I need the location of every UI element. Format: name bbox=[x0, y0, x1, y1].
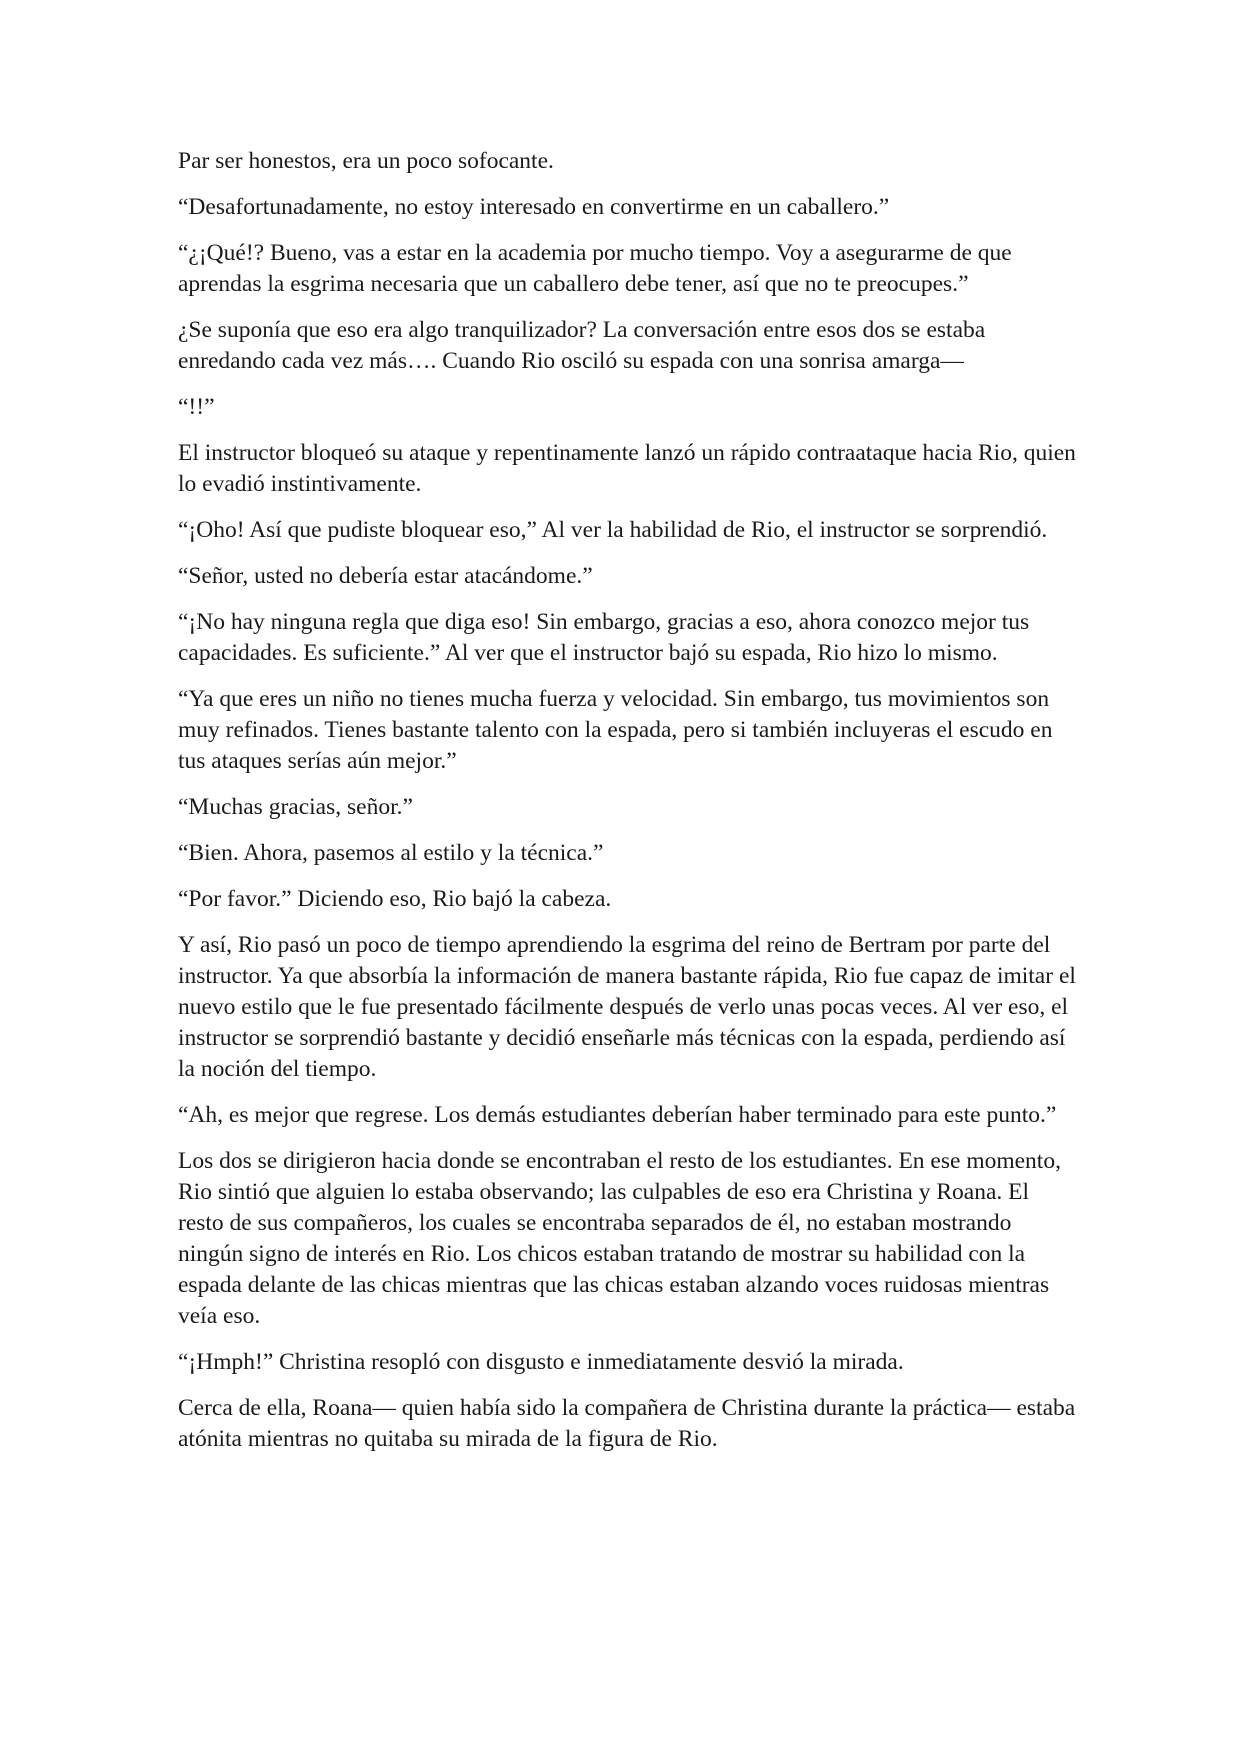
paragraph: Par ser honestos, era un poco sofocante. bbox=[178, 148, 554, 174]
paragraph: Y así, Rio pasó un poco de tiempo aprendiendo la esgrima del reino de Bertram por parte del instructor. Ya que absorbía la información de manera bastante rápida, Rio fue capaz de imitar el nuevo estilo que le fue presentado fácilmente después de verlo unas pocas veces. Al ver eso, el instructor se sorprendió bastante y decidió enseñarle más técnicas con la espada, perdiendo así la noción del tiempo. bbox=[178, 932, 1076, 1082]
paragraph: “Desafortunadamente, no estoy interesado en convertirme en un caballero.” bbox=[178, 194, 890, 220]
paragraph: El instructor bloqueó su ataque y repentinamente lanzó un rápido contraataque hacia Rio, quien lo evadió instintivamente. bbox=[178, 440, 1076, 497]
paragraph: “¡Oho! Así que pudiste bloquear eso,” Al ver la habilidad de Rio, el instructor se sorprendió. bbox=[178, 517, 1048, 543]
body-text bbox=[178, 146, 1076, 1470]
paragraph: “Señor, usted no debería estar atacándome.” bbox=[178, 563, 593, 589]
paragraph: “Muchas gracias, señor.” bbox=[178, 794, 413, 820]
paragraph: “!!” bbox=[178, 394, 215, 420]
paragraph: ¿Se suponía que eso era algo tranquilizador? La conversación entre esos dos se estaba enredando cada vez más…. Cuando Rio osciló su espada con una sonrisa amarga— bbox=[178, 317, 986, 374]
paragraph: “Por favor.” Diciendo eso, Rio bajó la cabeza. bbox=[178, 886, 612, 912]
paragraph: “¿¡Qué!? Bueno, vas a estar en la academia por mucho tiempo. Voy a asegurarme de que aprendas la esgrima necesaria que un caballero debe tener, así que no te preocupes.” bbox=[178, 240, 1012, 297]
paragraph: Cerca de ella, Roana— quien había sido la compañera de Christina durante la práctica— estaba atónita mientras no quitaba su mirada de la figura de Rio. bbox=[178, 1395, 1076, 1452]
paragraph: “Ah, es mejor que regrese. Los demás estudiantes deberían haber terminado para este punto.” bbox=[178, 1102, 1057, 1128]
paragraph: Los dos se dirigieron hacia donde se encontraban el resto de los estudiantes. En ese momento, Rio sintió que alguien lo estaba observando; las culpables de eso era Christina y Roana. El resto de sus compañeros, los cuales se encontraba separados de él, no estaban mostrando ningún signo de interés en Rio. Los chicos estaban tratando de mostrar su habilidad con la espada delante de las chicas mientras que las chicas estaban alzando voces ruidosas mientras veía eso. bbox=[178, 1148, 1061, 1329]
paragraph: “Ya que eres un niño no tienes mucha fuerza y velocidad. Sin embargo, tus movimientos son muy refinados. Tienes bastante talento con la espada, pero si también incluyeras el escudo en tus ataques serías aún mejor.” bbox=[178, 686, 1053, 774]
paragraph: “Bien. Ahora, pasemos al estilo y la técnica.” bbox=[178, 840, 604, 866]
paragraph: “¡Hmph!” Christina resopló con disgusto e inmediatamente desvió la mirada. bbox=[178, 1349, 904, 1375]
paragraph: “¡No hay ninguna regla que diga eso! Sin embargo, gracias a eso, ahora conozco mejor tus capacidades. Es suficiente.” Al ver que el instructor bajó su espada, Rio hizo lo mismo. bbox=[178, 609, 1030, 666]
